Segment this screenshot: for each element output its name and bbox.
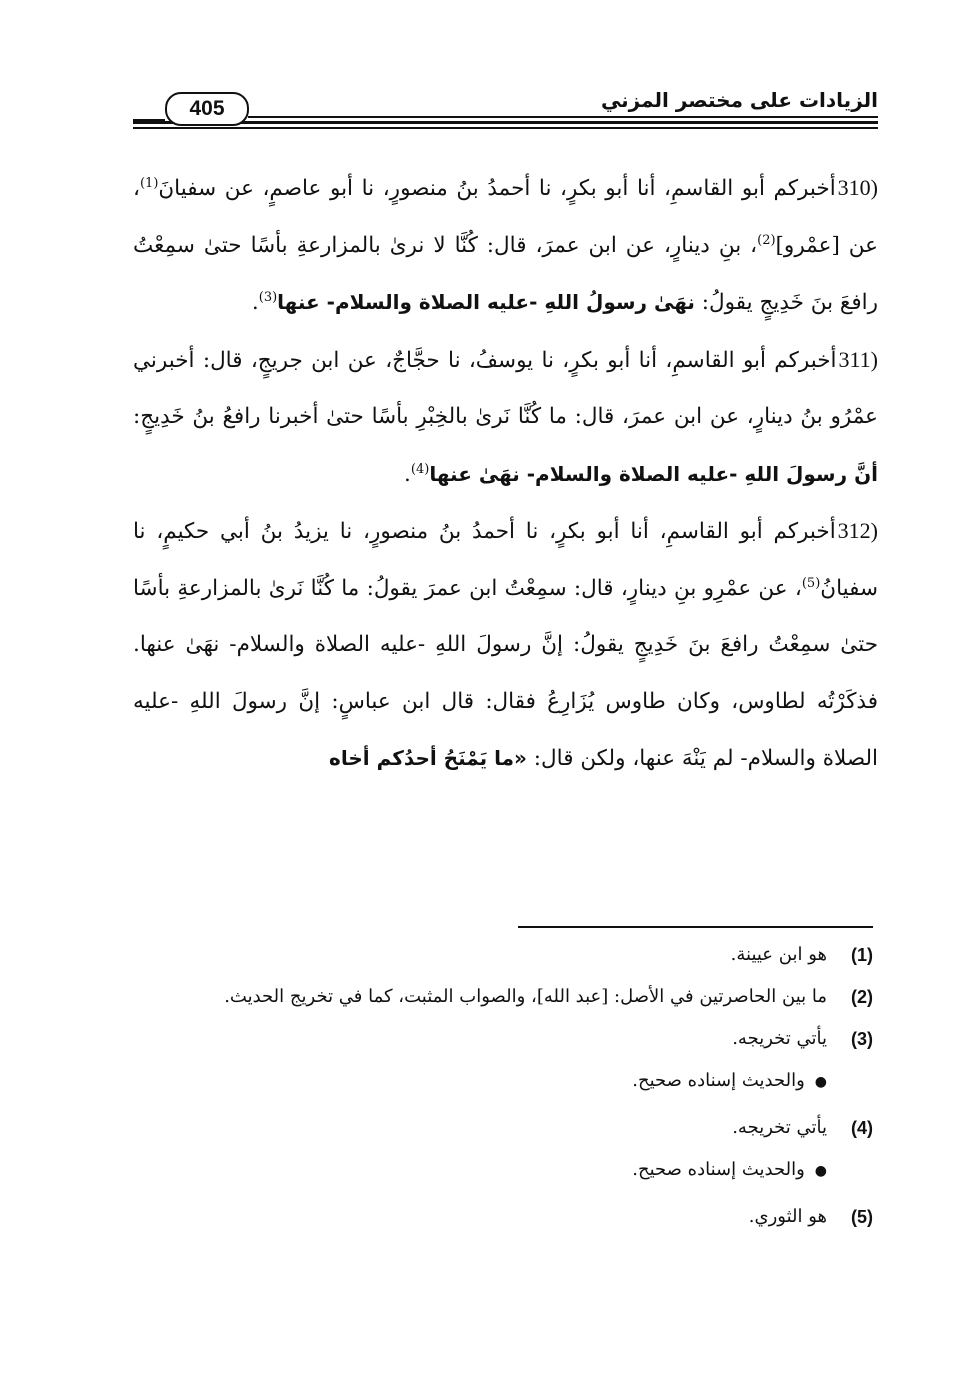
footnote-3-note (133, 1064, 873, 1099)
footnote-1 (133, 938, 873, 972)
footnote-ref[interactable]: (3) (258, 289, 278, 305)
footnote-text: والحديث إسناده صحيح. (632, 1070, 805, 1091)
footnote-number: (3) (850, 1029, 873, 1049)
hadith-311 (133, 332, 878, 504)
footnote-number: (2) (850, 987, 873, 1007)
footnote-4-note (133, 1153, 873, 1188)
prophetic-text: نهَىٰ رسولُ اللهِ -عليه الصلاة والسلام- عنها (277, 290, 695, 314)
prophetic-text: «ما يَمْنَحُ أحدُكم أخاه (329, 746, 527, 770)
header-rule-left (133, 119, 165, 122)
header-rule-bottom (133, 127, 878, 129)
punctuation: . (404, 461, 411, 487)
hadith-number: 311) (838, 346, 878, 372)
hadith-text: أخبركم أبو القاسمِ، أنا أبو بكرٍ، نا أحمدُ بنُ منصورٍ، نا أبو عاصمٍ، عن سفيانَ (158, 176, 836, 201)
main-text (133, 160, 878, 788)
footnote-text: والحديث إسناده صحيح. (632, 1159, 805, 1180)
footnote-text: يأتي تخريجه. (732, 1028, 827, 1049)
book-title: الزيادات على مختصر المزني (600, 88, 878, 112)
footnote-3 (133, 1022, 873, 1056)
footnote-5 (133, 1200, 873, 1234)
footnote-divider (518, 926, 873, 928)
footnote-ref[interactable]: (1) (139, 175, 159, 191)
bullet-icon: ● (814, 1074, 827, 1090)
footnote-ref[interactable]: (2) (757, 232, 776, 248)
footnote-ref[interactable]: (4) (410, 461, 430, 477)
footnote-text: ما بين الحاصرتين في الأصل: [عبد الله]، والصواب المثبت، كما في تخريج الحديث. (224, 986, 827, 1007)
hadith-312 (133, 503, 878, 788)
footnote-number: (4) (850, 1118, 873, 1138)
hadith-text: أخبركم أبو القاسمِ، أنا أبو بكرٍ، نا يوسفُ، نا حجَّاجٌ، عن ابن جريجٍ، قال: أخبرني عمْرُو بنُ دينارٍ، عن ابن عمرَ، قال: ما كُنَّا نَرىٰ بالخِبْرِ بأسًا حتىٰ أخبرنا رافعُ بنُ خَدِيجٍ: (133, 347, 878, 429)
prophetic-text: أنَّ رسولَ اللهِ -عليه الصلاة والسلام- نهَىٰ عنها (429, 461, 878, 486)
footnote-text: هو الثوري. (748, 1206, 827, 1227)
footnote-number: (5) (850, 1207, 873, 1227)
header-rule-top (248, 116, 878, 118)
hadith-310 (133, 160, 878, 332)
punctuation: . (251, 290, 259, 315)
hadith-number: 312) (837, 518, 878, 543)
footnote-ref[interactable]: (5) (801, 575, 821, 591)
page-number: 405 (165, 92, 249, 126)
page-header (133, 80, 878, 130)
footnote-text: يأتي تخريجه. (732, 1117, 827, 1138)
hadith-text: ، عن [عمْرو] (133, 176, 878, 258)
footnote-number: (1) (850, 945, 873, 965)
hadith-number: 310) (837, 175, 878, 200)
header-rule-middle (133, 121, 878, 124)
hadith-text: ، بنِ دينارٍ، عن ابن عمرَ، قال: كُنَّا لا نرىٰ بالمزارعةِ بأسًا حتىٰ سمِعْتُ رافعَ بنَ خَدِيجٍ يقولُ: (133, 232, 878, 315)
footnotes (133, 938, 873, 1242)
footnote-2 (133, 980, 873, 1014)
footnote-4 (133, 1111, 873, 1145)
bullet-icon: ● (814, 1163, 827, 1179)
hadith-text: أخبركم أبو القاسمِ، أنا أبو بكرٍ، نا أحمدُ بنُ منصورٍ، نا يزيدُ بنُ أبي حكيمٍ، نا سفيانُ (133, 519, 878, 601)
footnote-text: هو ابن عيينة. (730, 944, 827, 965)
hadith-text: ، عن عمْرِو بنِ دينارٍ، قال: سمِعْتُ ابن عمرَ يقولُ: ما كُنَّا نَرىٰ بالمزارعةِ بأسًا حتىٰ سمِعْتُ رافعَ بنَ خَدِيجٍ يقولُ: إنَّ رسولَ اللهِ -عليه الصلاة والسلام- نهَىٰ عنها. فذكَرْتُه لطاوس، وكان طاوس يُزَارِعُ فقال: قال ابن عباسٍ: إنَّ رسولَ اللهِ -عليه الصلاة والسلام- لم يَنْهَ عنها، ولكن قال: (133, 575, 878, 771)
